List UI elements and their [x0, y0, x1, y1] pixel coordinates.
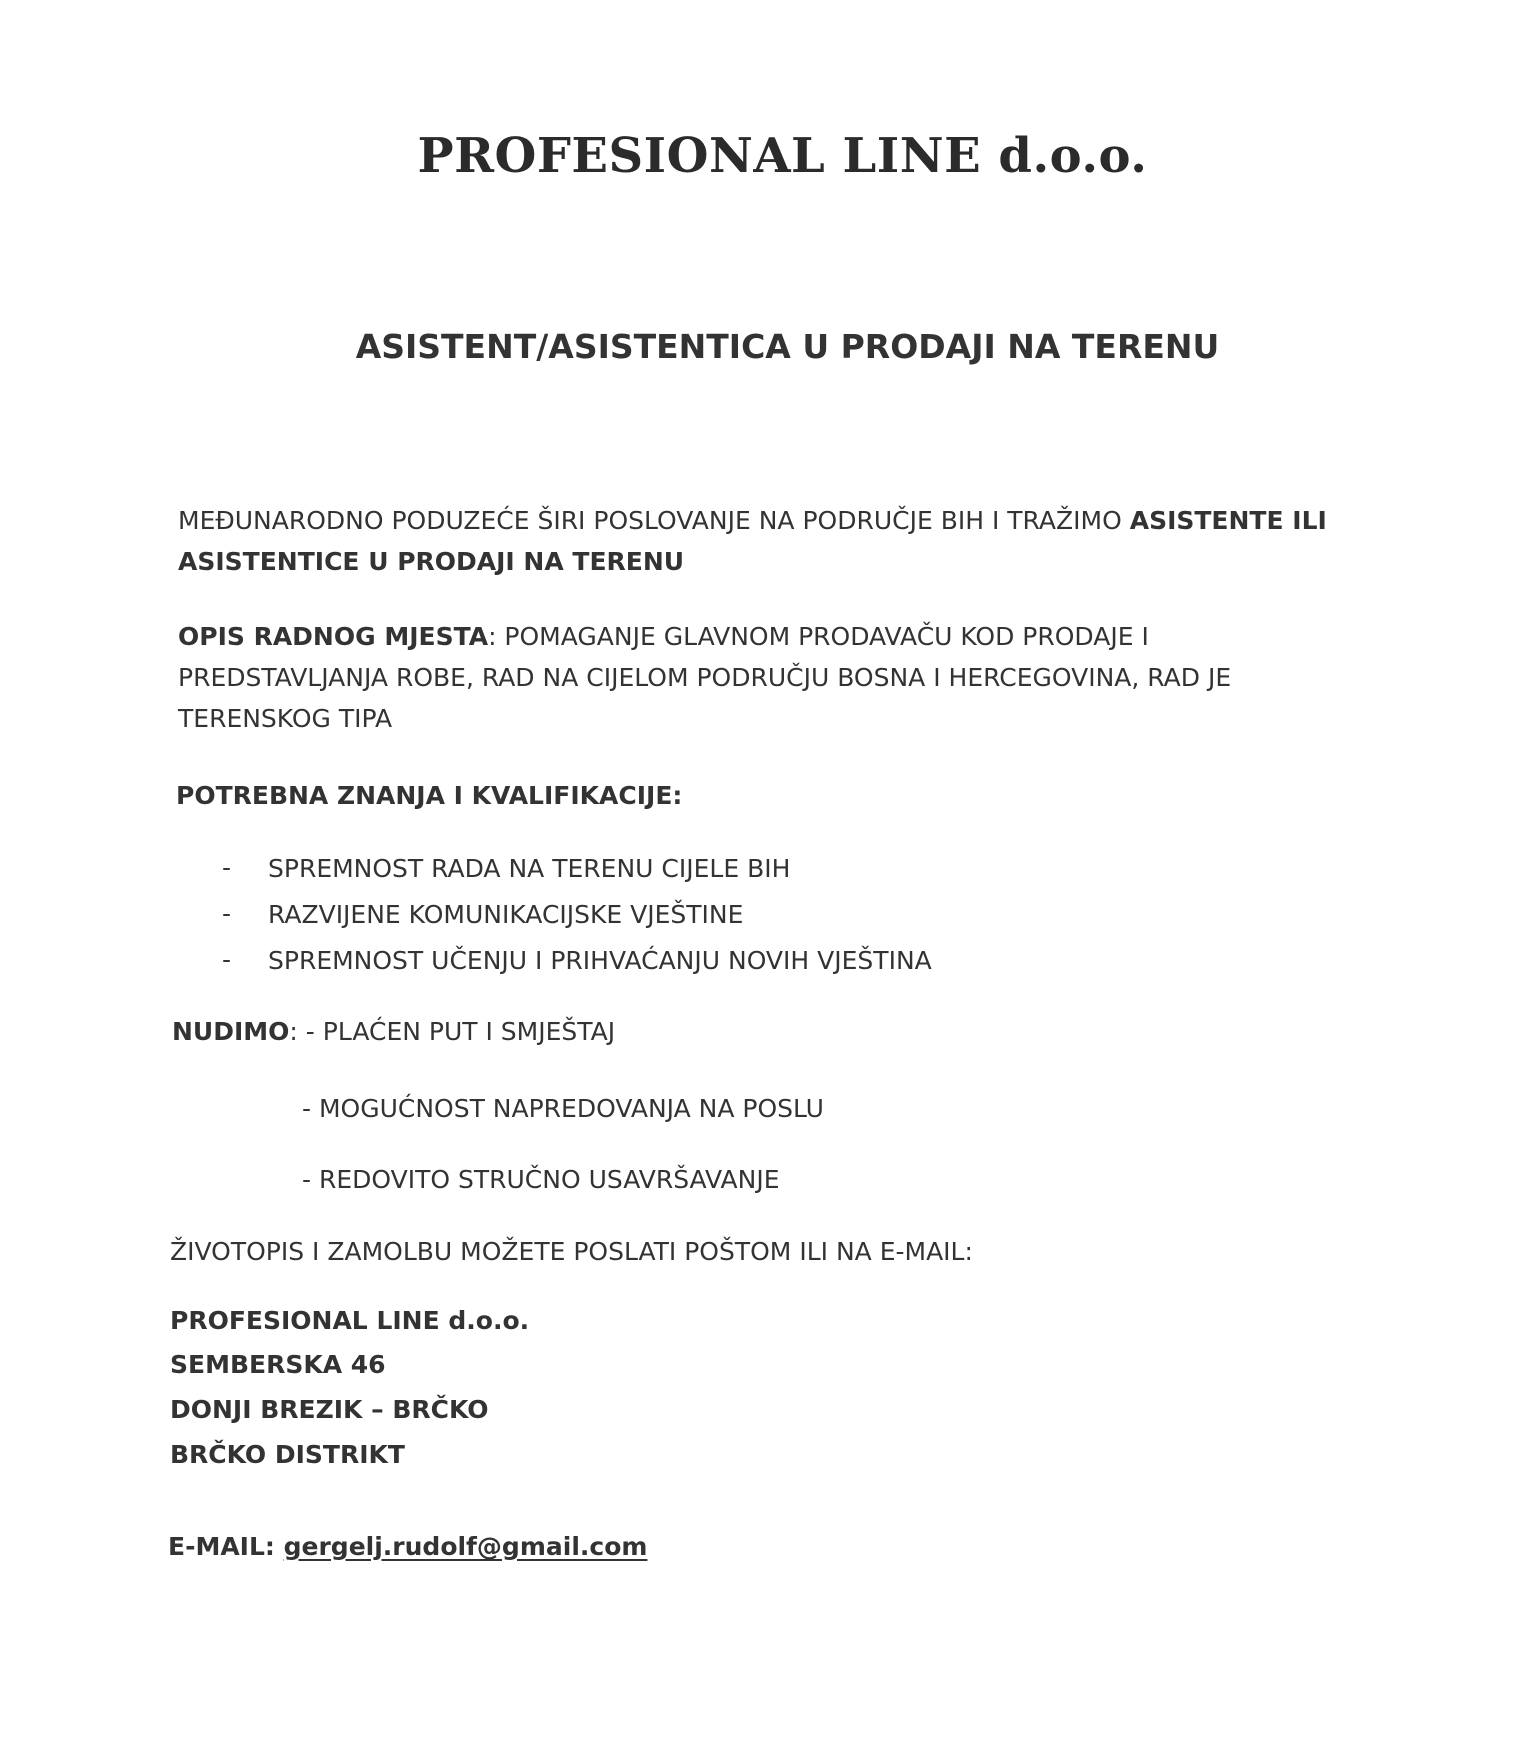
- email-line: [168, 1532, 647, 1562]
- job-description-line-1: [178, 622, 1149, 652]
- job-title: ASISTENT/ASISTENTICA U PRODAJI NA TERENU: [355, 327, 1220, 366]
- address-street: SEMBERSKA 46: [170, 1350, 386, 1379]
- intro-text: MEĐUNARODNO PODUZEĆE ŠIRI POSLOVANJE NA PODRUČJE BIH I TRAŽIMO: [178, 506, 1130, 535]
- requirement-item: RAZVIJENE KOMUNIKACIJSKE VJEŠTINE: [268, 900, 744, 929]
- intro-highlight: ASISTENTE ILI: [1129, 506, 1327, 535]
- offer-item: - REDOVITO STRUČNO USAVRŠAVANJE: [302, 1165, 780, 1194]
- requirement-item: SPREMNOST UČENJU I PRIHVAĆANJU NOVIH VJEŠTINA: [268, 946, 932, 975]
- bullet-dash: -: [222, 945, 232, 974]
- email-label: E-MAIL:: [168, 1532, 284, 1561]
- email-link[interactable]: gergelj.rudolf@gmail.com: [283, 1532, 648, 1561]
- offer-line-1: [172, 1017, 615, 1047]
- company-title: PROFESIONAL LINE d.o.o.: [417, 128, 1148, 184]
- intro-line-1: [178, 506, 1327, 536]
- job-description-label: OPIS RADNOG MJESTA: [178, 622, 489, 651]
- intro-line-2: ASISTENTICE U PRODAJI NA TERENU: [178, 547, 685, 576]
- job-description-line-2: PREDSTAVLJANJA ROBE, RAD NA CIJELOM PODRUČJU BOSNA I HERCEGOVINA, RAD JE: [178, 663, 1232, 692]
- offer-item: - MOGUĆNOST NAPREDOVANJA NA POSLU: [302, 1094, 824, 1123]
- requirements-heading: POTREBNA ZNANJA I KVALIFIKACIJE:: [176, 781, 683, 810]
- job-description-text: : POMAGANJE GLAVNOM PRODAVAČU KOD PRODAJE I: [488, 622, 1149, 651]
- address-company: PROFESIONAL LINE d.o.o.: [170, 1306, 530, 1335]
- job-description-line-3: TERENSKOG TIPA: [178, 704, 393, 733]
- bullet-dash: -: [222, 899, 232, 928]
- address-city: DONJI BREZIK – BRČKO: [170, 1395, 489, 1424]
- address-district: BRČKO DISTRIKT: [170, 1440, 405, 1469]
- offer-label: NUDIMO: [172, 1017, 290, 1046]
- requirement-item: SPREMNOST RADA NA TERENU CIJELE BIH: [268, 854, 791, 883]
- apply-instructions: ŽIVOTOPIS I ZAMOLBU MOŽETE POSLATI POŠTOM ILI NA E-MAIL:: [170, 1237, 973, 1266]
- bullet-dash: -: [222, 853, 232, 882]
- offer-item: : - PLAĆEN PUT I SMJEŠTAJ: [289, 1017, 616, 1046]
